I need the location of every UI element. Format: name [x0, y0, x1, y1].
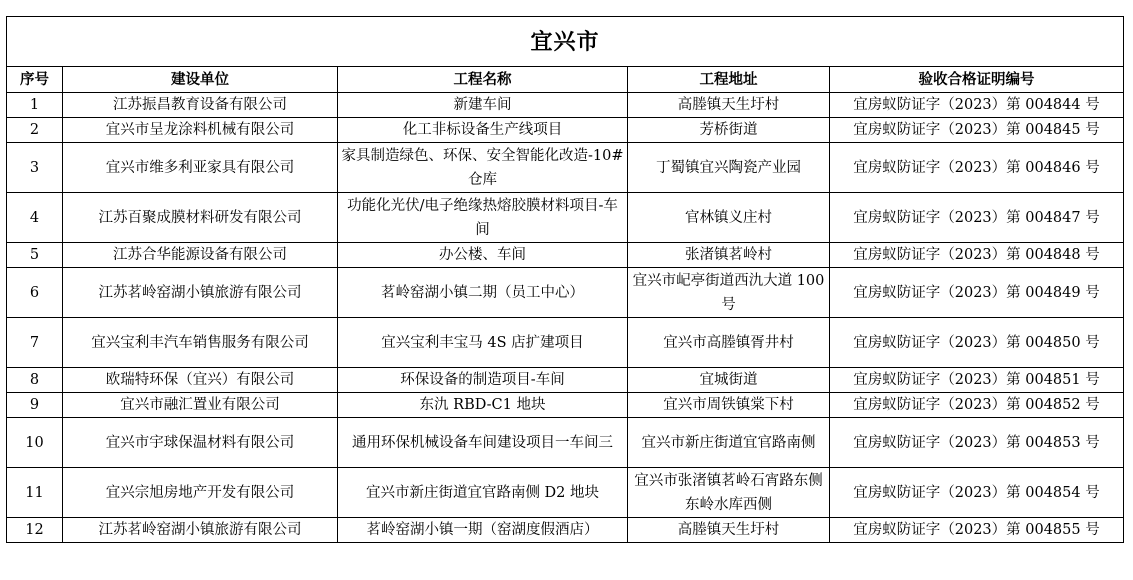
- row-no: 8: [7, 368, 63, 393]
- table-row: [7, 93, 1124, 118]
- row-unit: 宜兴市融汇置业有限公司: [63, 393, 338, 418]
- row-address: 宜兴市张渚镇茗岭石宵路东侧东岭水库西侧: [628, 468, 830, 518]
- row-cert: 宜房蚁防证字（2023）第 004848 号: [830, 243, 1124, 268]
- header-cert: 验收合格证明编号: [830, 67, 1124, 93]
- row-address: 丁蜀镇宜兴陶瓷产业园: [628, 143, 830, 193]
- header-address: 工程地址: [628, 67, 830, 93]
- row-project: 宜兴宝利丰宝马 4S 店扩建项目: [338, 318, 628, 368]
- row-project: 东氿 RBD-C1 地块: [338, 393, 628, 418]
- row-unit: 江苏茗岭窑湖小镇旅游有限公司: [63, 518, 338, 543]
- row-unit: 欧瑞特环保（宜兴）有限公司: [63, 368, 338, 393]
- row-project: 宜兴市新庄街道宜官路南侧 D2 地块: [338, 468, 628, 518]
- row-unit: 宜兴市维多利亚家具有限公司: [63, 143, 338, 193]
- table-row: [7, 268, 1124, 318]
- table-row: [7, 468, 1124, 518]
- row-cert: 宜房蚁防证字（2023）第 004846 号: [830, 143, 1124, 193]
- row-project: 新建车间: [338, 93, 628, 118]
- row-no: 6: [7, 268, 63, 318]
- table-row: [7, 143, 1124, 193]
- row-project: 环保设备的制造项目-车间: [338, 368, 628, 393]
- row-cert: 宜房蚁防证字（2023）第 004845 号: [830, 118, 1124, 143]
- row-no: 4: [7, 193, 63, 243]
- row-project: 茗岭窑湖小镇一期（窑湖度假酒店）: [338, 518, 628, 543]
- row-address: 宜兴市新庄街道宜官路南侧: [628, 418, 830, 468]
- row-project: 化工非标设备生产线项目: [338, 118, 628, 143]
- row-unit: 江苏振昌教育设备有限公司: [63, 93, 338, 118]
- row-no: 1: [7, 93, 63, 118]
- row-address: 宜兴市屺亭街道西氿大道 100 号: [628, 268, 830, 318]
- header-row: [7, 67, 1124, 93]
- row-cert: 宜房蚁防证字（2023）第 004849 号: [830, 268, 1124, 318]
- header-unit: 建设单位: [63, 67, 338, 93]
- table-row: [7, 518, 1124, 543]
- row-no: 3: [7, 143, 63, 193]
- row-cert: 宜房蚁防证字（2023）第 004851 号: [830, 368, 1124, 393]
- row-no: 12: [7, 518, 63, 543]
- row-unit: 江苏茗岭窑湖小镇旅游有限公司: [63, 268, 338, 318]
- row-address: 张渚镇茗岭村: [628, 243, 830, 268]
- table-row: [7, 418, 1124, 468]
- table-title: 宜兴市: [7, 17, 1124, 67]
- row-no: 10: [7, 418, 63, 468]
- row-cert: 宜房蚁防证字（2023）第 004852 号: [830, 393, 1124, 418]
- row-cert: 宜房蚁防证字（2023）第 004855 号: [830, 518, 1124, 543]
- row-address: 宜兴市周铁镇棠下村: [628, 393, 830, 418]
- row-address: 高塍镇天生圩村: [628, 518, 830, 543]
- row-project: 办公楼、车间: [338, 243, 628, 268]
- table-row: [7, 368, 1124, 393]
- row-cert: 宜房蚁防证字（2023）第 004844 号: [830, 93, 1124, 118]
- row-address: 高塍镇天生圩村: [628, 93, 830, 118]
- header-no: 序号: [7, 67, 63, 93]
- row-project: 通用环保机械设备车间建设项目一车间三: [338, 418, 628, 468]
- row-address: 宜城街道: [628, 368, 830, 393]
- row-unit: 宜兴市呈龙涂料机械有限公司: [63, 118, 338, 143]
- row-no: 2: [7, 118, 63, 143]
- table-row: [7, 243, 1124, 268]
- row-cert: 宜房蚁防证字（2023）第 004854 号: [830, 468, 1124, 518]
- row-no: 9: [7, 393, 63, 418]
- row-no: 7: [7, 318, 63, 368]
- row-cert: 宜房蚁防证字（2023）第 004847 号: [830, 193, 1124, 243]
- table-row: [7, 193, 1124, 243]
- row-unit: 江苏百聚成膜材料研发有限公司: [63, 193, 338, 243]
- table-row: [7, 118, 1124, 143]
- row-address: 官林镇义庄村: [628, 193, 830, 243]
- row-no: 5: [7, 243, 63, 268]
- row-project: 家具制造绿色、环保、安全智能化改造-10#仓库: [338, 143, 628, 193]
- row-no: 11: [7, 468, 63, 518]
- row-unit: 宜兴宝利丰汽车销售服务有限公司: [63, 318, 338, 368]
- acceptance-table: [6, 16, 1124, 543]
- row-cert: 宜房蚁防证字（2023）第 004850 号: [830, 318, 1124, 368]
- row-unit: 宜兴市宇球保温材料有限公司: [63, 418, 338, 468]
- row-address: 芳桥街道: [628, 118, 830, 143]
- row-project: 功能化光伏/电子绝缘热熔胶膜材料项目-车间: [338, 193, 628, 243]
- row-project: 茗岭窑湖小镇二期（员工中心）: [338, 268, 628, 318]
- row-address: 宜兴市高塍镇胥井村: [628, 318, 830, 368]
- header-project: 工程名称: [338, 67, 628, 93]
- row-cert: 宜房蚁防证字（2023）第 004853 号: [830, 418, 1124, 468]
- row-unit: 宜兴宗旭房地产开发有限公司: [63, 468, 338, 518]
- table-row: [7, 318, 1124, 368]
- row-unit: 江苏合华能源设备有限公司: [63, 243, 338, 268]
- table-row: [7, 393, 1124, 418]
